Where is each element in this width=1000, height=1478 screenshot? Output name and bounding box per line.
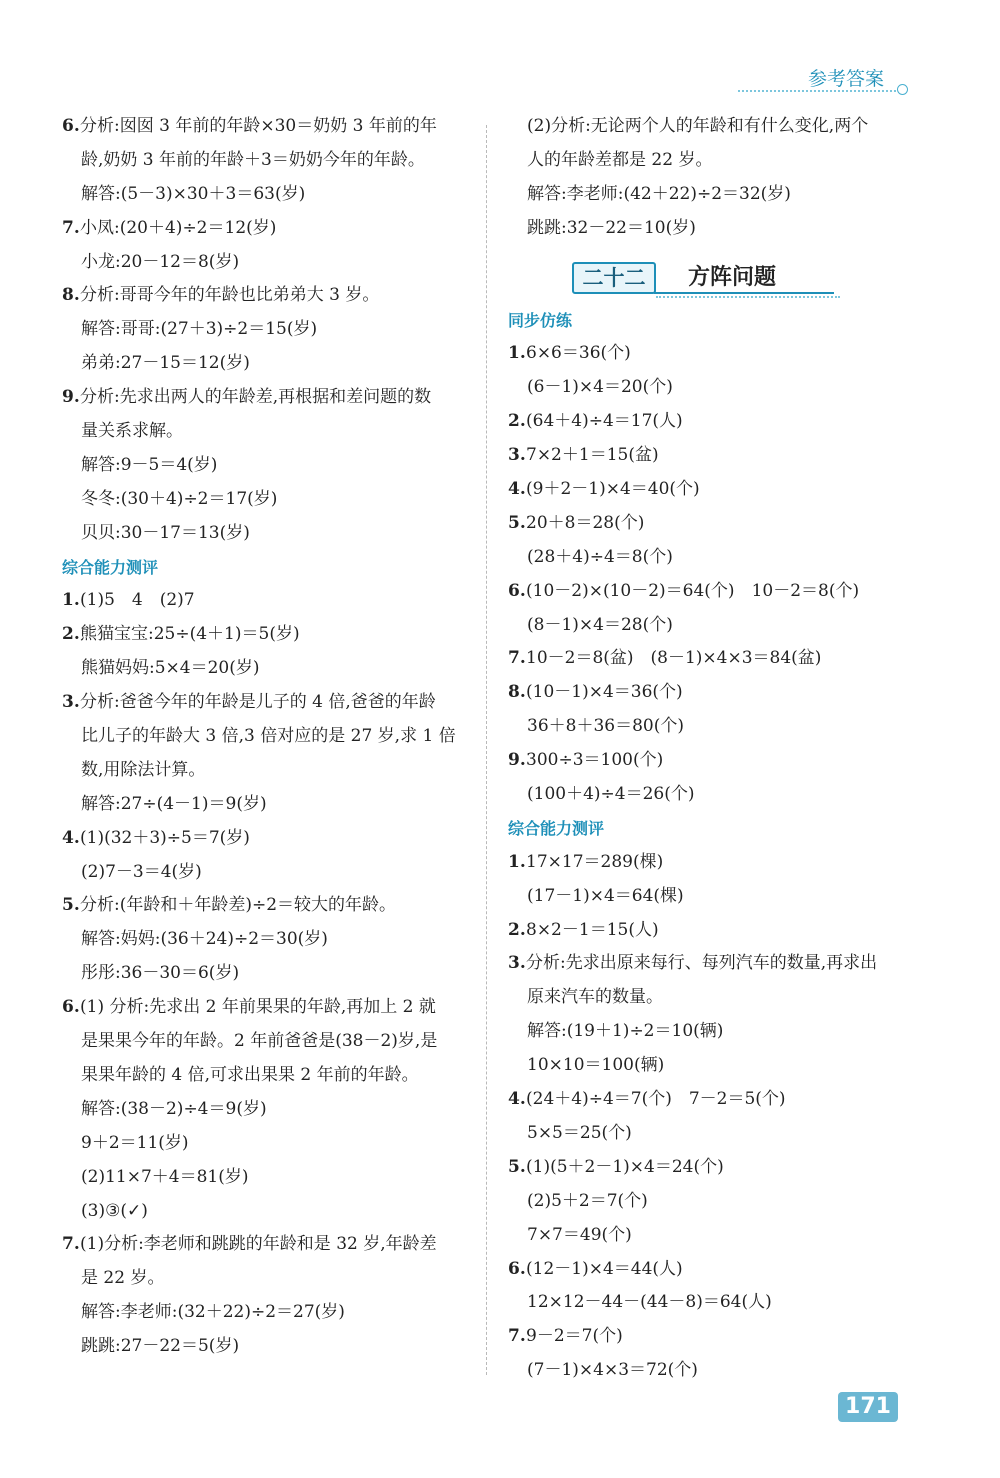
item-number: 7.	[62, 1234, 80, 1255]
answer-item	[62, 686, 472, 720]
answer-item	[508, 744, 920, 778]
answer-subline: 人的年龄差都是 22 岁。	[527, 149, 713, 170]
item-text: 分析:先求出两人的年龄差,再根据和差问题的数	[80, 387, 432, 408]
answer-subline: 解答:27÷(4－1)＝9(岁)	[81, 793, 267, 814]
item-text: 6×6＝36(个)	[526, 343, 631, 364]
answer-subline: 弟弟:27－15＝12(岁)	[81, 353, 250, 374]
answer-continuation: 是果果今年的年龄。2 年前爸爸是(38－2)岁,是	[81, 1031, 438, 1052]
item-number: 3.	[62, 692, 80, 713]
item-text: 分析:哥哥今年的年龄也比弟弟大 3 岁。	[80, 285, 380, 306]
item-number: 6.	[62, 997, 80, 1018]
item-number: 7.	[508, 648, 526, 669]
answer-item	[508, 575, 920, 609]
item-text: 熊猫宝宝:25÷(4＋1)＝5(岁)	[80, 624, 300, 645]
answer-subline: 冬冬:(30＋4)÷2＝17(岁)	[81, 488, 278, 509]
item-text: (1) 分析:先求出 2 年前果果的年龄,再加上 2 就	[80, 997, 436, 1018]
answer-subline: 跳跳:27－22＝5(岁)	[81, 1336, 240, 1357]
answer-continuation: 原来汽车的数量。	[527, 987, 663, 1008]
item-text: (1)5 4 (2)7	[80, 590, 195, 611]
item-text: (1)(5＋2－1)×4＝24(个)	[526, 1156, 724, 1177]
item-number: 1.	[508, 851, 526, 872]
item-text: (1)(32＋3)÷5＝7(岁)	[80, 827, 250, 848]
chapter-dotted-line	[656, 296, 840, 298]
item-text: (1)分析:李老师和跳跳的年龄和是 32 岁,年龄差	[80, 1234, 437, 1255]
item-number: 2.	[62, 624, 80, 645]
section-heading: 同步仿练	[508, 310, 573, 330]
item-text: 分析:先求出原来每行、每列汽车的数量,再求出	[526, 953, 878, 974]
item-number: 1.	[62, 590, 80, 611]
answer-item	[508, 1320, 920, 1354]
item-number: 6.	[62, 116, 80, 136]
right-column	[508, 110, 920, 1388]
item-number: 4.	[508, 1089, 526, 1110]
item-text: 20＋8＝28(个)	[526, 512, 645, 533]
item-text: (10－1)×4＝36(个)	[526, 682, 683, 703]
answer-subline: 12×12－44－(44－8)＝64(人)	[527, 1292, 772, 1313]
item-text: 10－2＝8(盆) (8－1)×4×3＝84(盆)	[526, 648, 822, 669]
answer-subline: (17－1)×4＝64(棵)	[527, 885, 684, 906]
answer-item	[62, 991, 472, 1025]
item-text: (10－2)×(10－2)＝64(个) 10－2＝8(个)	[526, 580, 860, 601]
answer-item	[508, 405, 920, 439]
item-text: (12－1)×4＝44(人)	[526, 1258, 683, 1279]
item-number: 7.	[62, 217, 80, 238]
item-number: 5.	[62, 895, 80, 916]
item-number: 9.	[508, 750, 526, 771]
answer-continuation: 是 22 岁。	[81, 1268, 165, 1289]
answer-subline: 解答:(5－3)×30＋3＝63(岁)	[81, 183, 306, 204]
item-number: 8.	[62, 285, 80, 306]
section-heading: 综合能力测评	[62, 557, 159, 577]
answer-subline: (28＋4)÷4＝8(个)	[527, 546, 673, 567]
item-number: 8.	[508, 682, 526, 703]
answer-continuation: 数,用除法计算。	[81, 759, 206, 780]
item-text: 300÷3＝100(个)	[526, 750, 664, 771]
answer-subline: (2)7－3＝4(岁)	[81, 861, 202, 882]
answer-subline: 熊猫妈妈:5×4＝20(岁)	[81, 658, 260, 679]
answer-item	[62, 381, 472, 415]
header-dot-decoration	[897, 84, 908, 95]
answer-item	[62, 279, 472, 313]
answer-item	[62, 110, 472, 144]
answer-subline: (8－1)×4＝28(个)	[527, 614, 673, 635]
page-number: 171	[838, 1392, 898, 1422]
item-number: 2.	[508, 919, 526, 940]
answer-subline: 解答:李老师:(32＋22)÷2＝27(岁)	[81, 1302, 345, 1323]
item-number: 9.	[62, 387, 80, 408]
answer-subline: (2)11×7＋4＝81(岁)	[81, 1166, 249, 1187]
item-text: (9＋2－1)×4＝40(个)	[526, 479, 700, 500]
header-divider	[738, 90, 896, 92]
chapter-underline	[654, 292, 834, 294]
item-number: 6.	[508, 1258, 526, 1279]
answer-continuation: 果果年龄的 4 倍,可求出果果 2 年前的年龄。	[81, 1064, 419, 1085]
item-number: 3.	[508, 953, 526, 974]
answer-subline: 解答:(19＋1)÷2＝10(辆)	[527, 1021, 724, 1042]
item-text: 分析:囡囡 3 年前的年龄×30＝奶奶 3 年前的年	[80, 116, 437, 136]
answer-subline: 小龙:20－12＝8(岁)	[81, 251, 240, 272]
answer-subline: (100＋4)÷4＝26(个)	[527, 784, 695, 805]
answer-item	[62, 889, 472, 923]
answer-item	[62, 822, 472, 856]
answer-continuation: 量关系求解。	[81, 421, 183, 442]
answer-subline: 解答:9－5＝4(岁)	[81, 454, 218, 475]
section-heading: 综合能力测评	[508, 818, 605, 838]
item-number: 4.	[508, 479, 526, 500]
answer-item	[508, 642, 920, 676]
item-number: 6.	[508, 580, 526, 601]
chapter-heading	[508, 252, 920, 302]
answer-subline: 10×10＝100(辆)	[527, 1055, 665, 1076]
chapter-title: 方阵问题	[688, 263, 777, 290]
item-text: 17×17＝289(棵)	[526, 851, 664, 872]
answer-item	[508, 337, 920, 371]
answer-subline: 5×5＝25(个)	[527, 1122, 632, 1143]
answer-item	[508, 947, 920, 981]
answer-item	[508, 507, 920, 541]
item-number: 2.	[508, 411, 526, 432]
answer-subline: (2)分析:无论两个人的年龄和有什么变化,两个	[527, 116, 869, 136]
answer-item	[508, 1083, 920, 1117]
answer-subline: (6－1)×4＝20(个)	[527, 377, 673, 398]
answer-subline: 解答:妈妈:(36＋24)÷2＝30(岁)	[81, 929, 328, 950]
answer-continuation: 比儿子的年龄大 3 倍,3 倍对应的是 27 岁,求 1 倍	[81, 726, 456, 747]
answer-item	[508, 676, 920, 710]
answer-subline: (3)③(✓)	[81, 1200, 148, 1221]
answer-subline: 解答:(38－2)÷4＝9(岁)	[81, 1098, 267, 1119]
item-number: 7.	[508, 1326, 526, 1347]
answer-subline: 跳跳:32－22＝10(岁)	[527, 217, 696, 238]
answer-subline: 贝贝:30－17＝13(岁)	[81, 522, 250, 543]
header-label: 参考答案	[808, 68, 885, 90]
answer-item	[508, 1151, 920, 1185]
answer-subline: 解答:哥哥:(27＋3)÷2＝15(岁)	[81, 319, 318, 340]
item-number: 4.	[62, 827, 80, 848]
answer-item	[62, 618, 472, 652]
chapter-number: 二十二	[572, 262, 656, 294]
item-text: (64＋4)÷4＝17(人)	[526, 411, 683, 432]
item-number: 5.	[508, 1156, 526, 1177]
answer-item	[508, 1253, 920, 1287]
item-text: 9－2＝7(个)	[526, 1326, 623, 1347]
item-text: (24＋4)÷4＝7(个) 7－2＝5(个)	[526, 1089, 786, 1110]
answer-subline: 彤彤:36－30＝6(岁)	[81, 963, 240, 984]
item-number: 3.	[508, 445, 526, 466]
answer-item	[62, 212, 472, 246]
answer-item	[508, 439, 920, 473]
answer-subline: 解答:李老师:(42＋22)÷2＝32(岁)	[527, 183, 791, 204]
answer-item	[508, 914, 920, 948]
item-text: 7×2＋1＝15(盆)	[526, 445, 659, 466]
answer-item	[508, 473, 920, 507]
answer-continuation: 龄,奶奶 3 年前的年龄＋3＝奶奶今年的年龄。	[81, 149, 425, 170]
answer-item	[62, 1228, 472, 1262]
answer-subline: 9＋2＝11(岁)	[81, 1132, 189, 1153]
item-number: 5.	[508, 512, 526, 533]
answer-item	[508, 846, 920, 880]
item-text: 小凤:(20＋4)÷2＝12(岁)	[80, 217, 277, 238]
item-text: 分析:爸爸今年的年龄是儿子的 4 倍,爸爸的年龄	[80, 692, 436, 713]
answer-item	[62, 584, 472, 618]
item-number: 1.	[508, 343, 526, 364]
item-text: 8×2－1＝15(人)	[526, 919, 659, 940]
left-column	[62, 110, 472, 1364]
answer-subline: 36＋8＋36＝80(个)	[527, 716, 684, 737]
answer-subline: 7×7＝49(个)	[527, 1224, 632, 1245]
answer-subline: (2)5＋2＝7(个)	[527, 1190, 648, 1211]
item-text: 分析:(年龄和＋年龄差)÷2＝较大的年龄。	[80, 895, 397, 916]
column-divider	[486, 125, 487, 1375]
answer-subline: (7－1)×4×3＝72(个)	[527, 1360, 698, 1381]
